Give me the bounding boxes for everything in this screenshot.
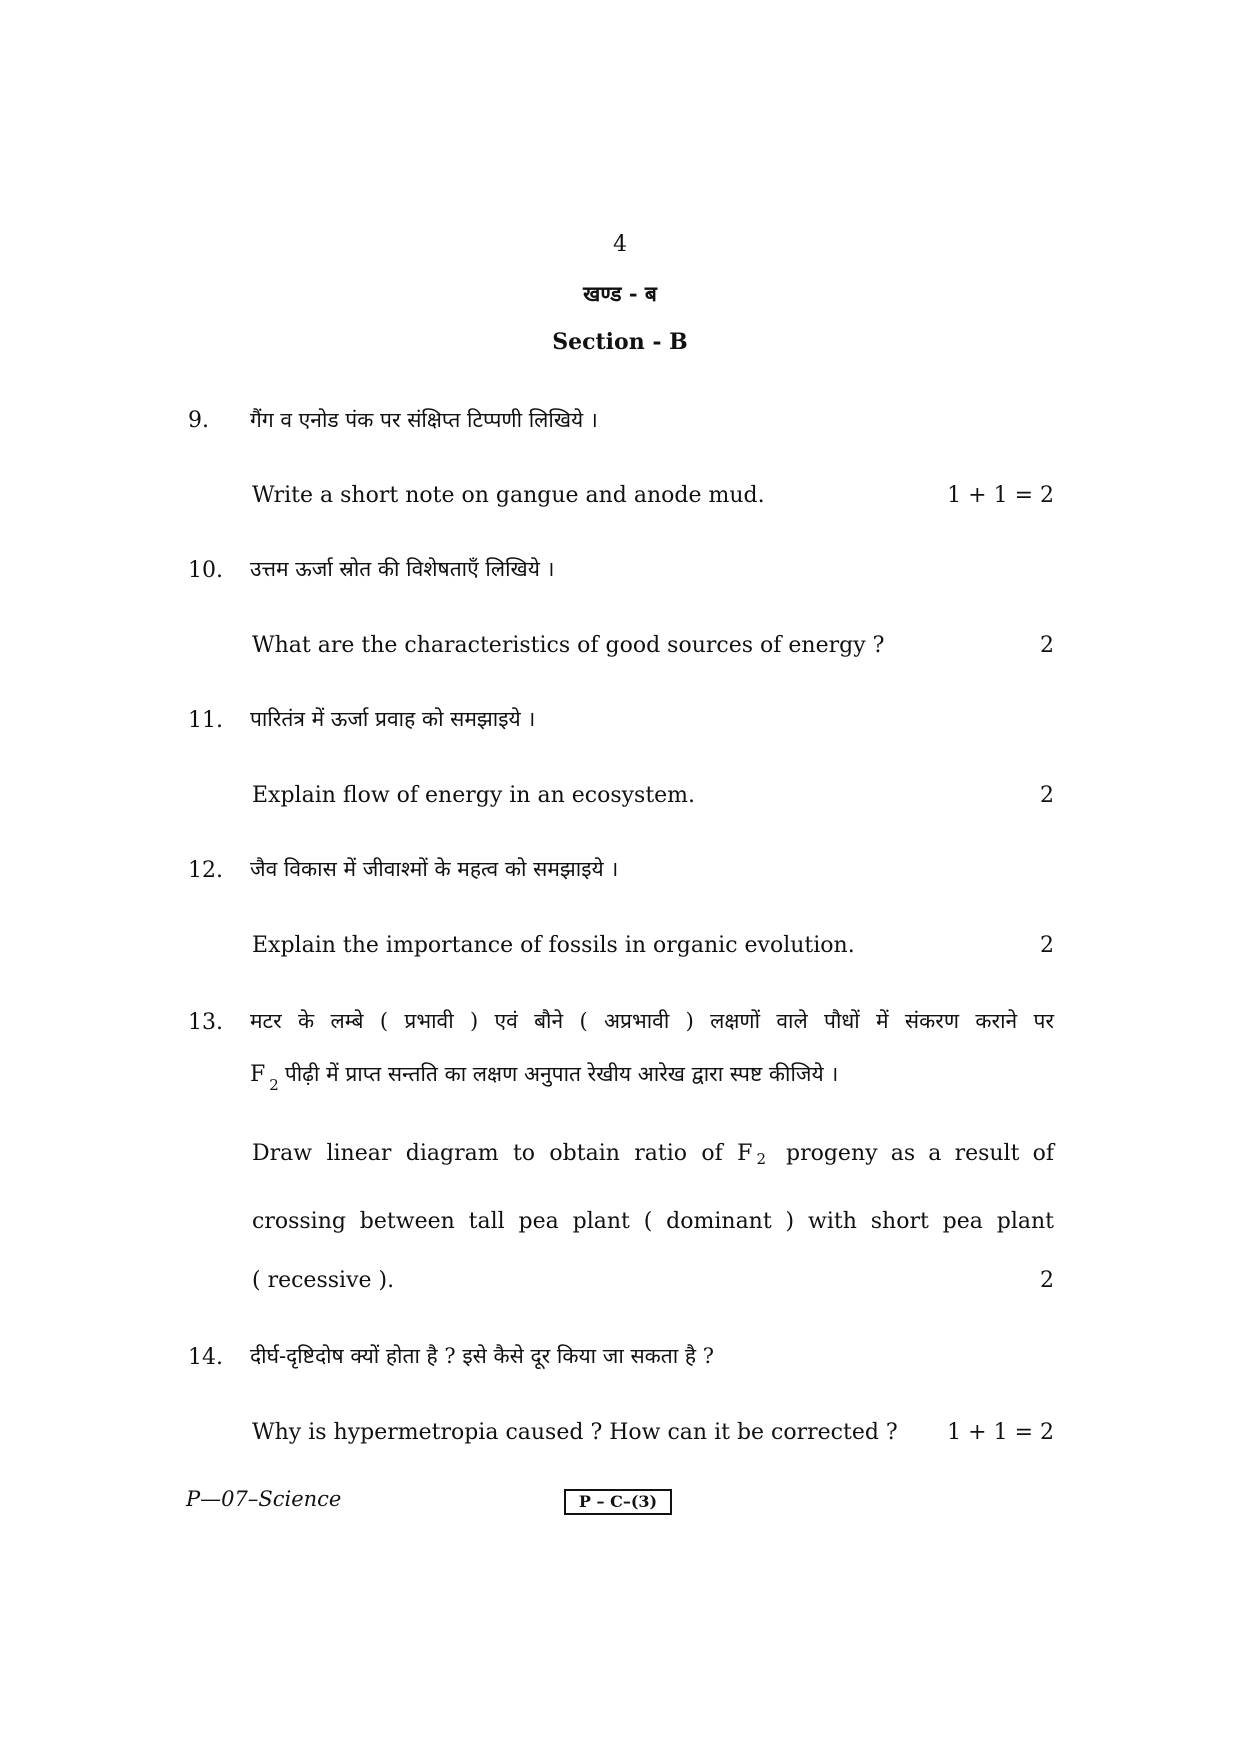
question-13-english-line-2: crossing between tall pea plant ( dominant ) with short pea plant [252, 1209, 1054, 1234]
question-10-number: 10. [188, 558, 223, 583]
page-code-box: P – C–(3) [564, 1489, 672, 1515]
question-10-english: What are the characteristics of good sources of energy ? [252, 633, 885, 658]
question-13-english-line-1 [252, 1141, 1054, 1166]
paper-code: P—07–Science [186, 1487, 342, 1511]
question-11-hindi: पारितंत्र में ऊर्जा प्रवाह को समझाइये । [250, 707, 536, 731]
question-14-marks: 1 + 1 = 2 [947, 1420, 1054, 1445]
question-10-marks: 2 [1040, 633, 1054, 658]
question-13-marks: 2 [1040, 1268, 1054, 1293]
question-13-hindi-line-2-text: पीढ़ी में प्राप्त सन्तति का लक्षण अनुपात रेखीय आरेख द्वारा स्पष्ट कीजिये । [284, 1062, 839, 1086]
question-14-hindi: दीर्घ-दृष्टिदोष क्यों होता है ? इसे कैसे दूर किया जा सकता है ? [250, 1344, 714, 1368]
question-10-hindi: उत्तम ऊर्जा स्रोत की विशेषताएँ लिखिये । [250, 557, 555, 581]
f2-subscript: 2 [756, 1150, 766, 1168]
question-12-number: 12. [188, 858, 223, 883]
question-13-number: 13. [188, 1010, 223, 1035]
question-9-english: Write a short note on gangue and anode mud. [252, 483, 765, 508]
question-9-marks: 1 + 1 = 2 [947, 483, 1054, 508]
question-13-english-line-1-pre: Draw linear diagram to obtain ratio of F [252, 1141, 753, 1166]
page-number: 4 [613, 232, 627, 257]
question-14-english: Why is hypermetropia caused ? How can it be corrected ? [252, 1420, 898, 1445]
question-13-english-line-1-post: progeny as a result of [786, 1141, 1054, 1166]
f-symbol: F [250, 1062, 266, 1087]
f-subscript: 2 [269, 1076, 279, 1094]
question-12-marks: 2 [1040, 933, 1054, 958]
question-11-english: Explain flow of energy in an ecosystem. [252, 783, 696, 808]
question-11-marks: 2 [1040, 783, 1054, 808]
question-13-english-line-3: ( recessive ). [252, 1268, 395, 1293]
section-title-hindi: खण्ड - ब [583, 281, 657, 306]
question-13-hindi-line-1: मटर के लम्बे ( प्रभावी ) एवं बौने ( अप्रभावी ) लक्षणों वाले पौधों में संकरण कराने पर [250, 1009, 1054, 1033]
question-12-hindi: जैव विकास में जीवाश्मों के महत्व को समझाइये । [250, 857, 619, 881]
question-11-number: 11. [188, 708, 223, 733]
question-14-number: 14. [188, 1345, 223, 1370]
question-12-english: Explain the importance of fossils in organic evolution. [252, 933, 855, 958]
question-13-hindi-line-2 [250, 1060, 839, 1094]
question-9-hindi: गैंग व एनोड पंक पर संक्षिप्त टिप्पणी लिखिये । [250, 408, 598, 432]
section-title-english: Section - B [552, 329, 688, 355]
question-9-number: 9. [188, 408, 209, 433]
